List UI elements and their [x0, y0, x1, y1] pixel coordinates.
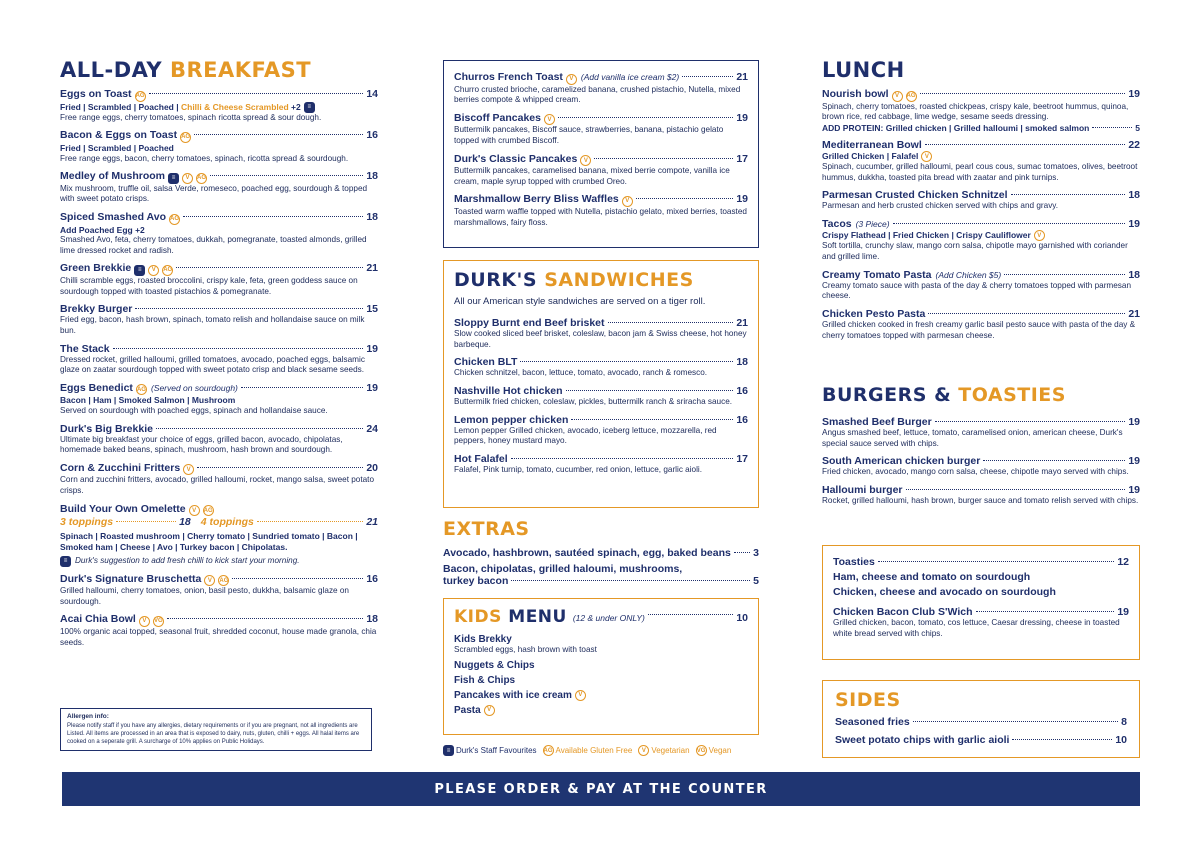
item-price: 16	[366, 129, 378, 142]
add-protein-row	[822, 123, 1140, 133]
legend-item	[443, 745, 537, 756]
gluten-free-icon: AG	[136, 384, 147, 395]
kids-items	[454, 634, 748, 716]
leader-dots	[928, 313, 1125, 314]
vegetarian-icon: V	[189, 505, 200, 516]
gluten-free-icon: AG	[135, 91, 146, 102]
item-name: Chicken BLT	[454, 356, 518, 369]
menu-item	[822, 269, 1140, 302]
vegetarian-icon: V	[544, 114, 555, 125]
breakfast-heading	[60, 60, 311, 81]
item-name: Nourish bowl	[822, 88, 889, 100]
item-name: Smashed Beef Burger	[822, 416, 932, 428]
extras-section	[443, 520, 759, 587]
toastie-option: Chicken, cheese and avocado on sourdough	[833, 586, 1056, 598]
vegetarian-icon: V	[182, 173, 193, 184]
kids-menu-box	[443, 598, 759, 735]
leader-dots	[1092, 127, 1132, 128]
heading-part: DURK'S	[454, 269, 538, 291]
item-price: 19	[1128, 416, 1140, 428]
item-price: 21	[366, 516, 378, 529]
item-description: Creamy tomato sauce with pasta of the day & cherry tomatoes topped with parmesan cheese.	[822, 280, 1132, 301]
gluten-free-icon: AG	[169, 214, 180, 225]
vegetarian-icon: V	[575, 690, 586, 701]
item-name: Nashville Hot chicken	[454, 384, 563, 397]
kids-item: Nuggets & Chips	[454, 659, 535, 671]
menu-item	[822, 455, 1140, 478]
gluten-free-icon: AG	[543, 745, 554, 756]
leader-dots	[571, 419, 733, 420]
menu-item	[454, 453, 748, 476]
item-price: 16	[736, 384, 748, 397]
heading-part: KIDS	[454, 607, 502, 627]
sides-heading	[835, 691, 1127, 710]
leader-dots	[210, 175, 363, 176]
toasties-box	[822, 545, 1140, 660]
item-description: Fried egg, bacon, hash brown, spinach, tomato relish and hollandaise sauce on milk bun.	[60, 315, 365, 335]
vegetarian-icon: V	[1034, 230, 1045, 241]
item-options: Bacon | Ham | Smoked Salmon | Mushroom	[60, 395, 236, 406]
item-description: Ultimate big breakfast your choice of eggs, grilled bacon, avocado, chipolatas, homemade baked beans, spinach, mushroom, hash brown and sourdough.	[60, 434, 343, 455]
item-price: 19	[736, 111, 748, 124]
item-price: 21	[736, 317, 748, 329]
toastie-option: Ham, cheese and tomato on sourdough	[833, 571, 1031, 583]
item-description: Free range eggs, bacon, cherry tomatoes, spinach, ricotta spread & sourdough.	[60, 153, 349, 163]
burgers-heading	[822, 386, 1066, 405]
heading-part: BURGERS	[822, 384, 927, 406]
menu-item	[60, 423, 378, 456]
leader-dots	[983, 460, 1125, 461]
item-price: 19	[1128, 218, 1140, 231]
item-price: 15	[366, 303, 378, 316]
leader-dots	[594, 158, 733, 159]
legend-label: Vegetarian	[651, 746, 690, 755]
leader-dots	[149, 93, 364, 94]
item-description: Grilled chicken, bacon, tomato, cos lettuce, Caesar dressing, cheese in toasted white bread served with chips.	[833, 618, 1120, 638]
menu-item	[833, 556, 1129, 568]
item-description: Buttermilk pancakes, Biscoff sauce, strawberries, banana, pistachio gelato topped with crumbed Biscoff.	[454, 125, 724, 145]
item-description: Toasted warm waffle topped with Nutella, pistachio gelato, mixed berries, toasted marshmallows, fairy floss.	[454, 206, 747, 227]
item-description: Free range eggs, cherry tomatoes, spinach ricotta spread & sour dough.	[60, 112, 322, 122]
heading-part: MENU	[508, 607, 567, 627]
allergen-text: Please notify staff if you have any allergies, dietary requirements or if you are pregnant, not all ingredients are Listed. All items are processed in an area that is exposed to dairy, nuts, gluten, chilli + eggs. All halal items are cooked on a seperate grill. A surcharge of 10% applies on Public Holidays.	[67, 722, 360, 745]
heading-part: &	[934, 384, 952, 406]
omelette-pricing	[60, 516, 378, 528]
item-name: Brekky Burger	[60, 303, 133, 316]
item-price: 19	[1117, 606, 1129, 618]
item-name: Parmesan Crusted Chicken Schnitzel	[822, 189, 1008, 202]
item-price: 18	[179, 516, 191, 529]
item-note: (Served on sourdough)	[150, 382, 238, 393]
item-name: Medley of Mushroom	[60, 170, 166, 183]
item-name: Chicken Bacon Club S'Wich	[833, 606, 973, 618]
sides-box	[822, 680, 1140, 758]
menu-item	[60, 462, 378, 497]
item-price: 8	[1121, 716, 1127, 728]
item-options	[822, 151, 1140, 162]
item-name: Mediterranean Bowl	[822, 138, 922, 151]
vegetarian-icon: V	[566, 74, 577, 85]
option-text: Grilled Chicken | Falafel	[822, 150, 919, 161]
item-note: (Add Chicken $5)	[935, 269, 1002, 280]
item-name: Durk's Signature Bruschetta	[60, 572, 202, 585]
item-options	[822, 230, 1140, 241]
item-name: Chicken Pesto Pasta	[822, 307, 926, 320]
item-price: 18	[1128, 268, 1140, 281]
kids-item: Kids Brekky	[454, 634, 512, 645]
item-price: 19	[366, 381, 378, 394]
item-price: 17	[736, 452, 748, 465]
item-description: 100% organic acai topped, seasonal fruit, shredded coconut, house made granola, chia seeds.	[60, 626, 377, 647]
gluten-free-icon: AG	[162, 265, 173, 276]
item-price: 18	[366, 613, 378, 626]
heading-part: EXTRAS	[443, 518, 530, 540]
item-description: Buttermilk pancakes, caramelised banana, mixed berrie compote, vanilla ice cream, maple syrup topped with crumbed Oreo.	[454, 166, 730, 186]
item-name: Avocado, hashbrown, sautéed spinach, egg, baked beans	[443, 547, 731, 559]
item-price: 21	[736, 71, 748, 83]
item-price: 5	[1135, 122, 1140, 133]
item-price: 12	[1117, 556, 1129, 568]
leader-dots	[976, 611, 1115, 612]
heading-part: LUNCH	[822, 58, 905, 82]
item-name: Hot Falafel	[454, 452, 508, 465]
vegetarian-icon: V	[580, 155, 591, 166]
leader-dots	[232, 578, 363, 579]
vegetarian-icon: V	[638, 745, 649, 756]
leader-dots	[113, 348, 364, 349]
item-note: (3 Piece)	[855, 219, 890, 230]
item-price: 5	[753, 575, 759, 587]
item-price: 20	[366, 461, 378, 474]
item-name: The Stack	[60, 342, 110, 355]
topping-option: 3 toppings	[60, 516, 114, 529]
item-price: 21	[1128, 307, 1140, 320]
menu-item	[833, 606, 1129, 639]
item-name: Toasties	[833, 556, 875, 568]
legend-item	[638, 745, 689, 756]
leader-dots	[197, 467, 363, 468]
leader-dots	[893, 223, 1126, 224]
item-description: Chilli scramble eggs, roasted broccolini, crispy kale, feta, green goddess sauce on sourdough topped with toasted pistachios & pomegranate.	[60, 275, 358, 296]
heading-part: SIDES	[835, 689, 901, 711]
vegan-icon: VG	[696, 745, 707, 756]
item-name: Eggs Benedict	[60, 381, 133, 394]
menu-item	[60, 262, 378, 297]
leader-dots	[511, 458, 734, 459]
leader-dots	[1011, 194, 1126, 195]
sandwiches-box	[443, 260, 759, 508]
leader-dots	[156, 428, 363, 429]
sandwich-items	[454, 317, 748, 476]
topping-option: 4 toppings	[200, 516, 254, 529]
menu-item	[454, 153, 748, 188]
option-text: Fried | Scrambled | Poached |	[60, 101, 181, 112]
menu-item	[822, 218, 1140, 263]
item-description: Buttermilk fried chicken, coleslaw, pickles, buttermilk ranch & sriracha sauce.	[454, 396, 733, 406]
side-item	[835, 734, 1127, 746]
menu-item	[822, 189, 1140, 212]
item-price: 18	[366, 211, 378, 223]
leader-dots	[135, 308, 363, 309]
item-description: Scrambled eggs, hash brown with toast	[454, 645, 597, 654]
extras-heading	[443, 520, 759, 539]
item-note: (Add vanilla ice cream $2)	[580, 72, 680, 82]
item-price: 14	[366, 88, 378, 100]
menu-item	[822, 88, 1140, 133]
leader-dots	[511, 580, 750, 581]
item-name: Build Your Own Omelette	[60, 502, 186, 515]
item-options: Fried | Scrambled | Poached	[60, 142, 174, 153]
item-price: 18	[1128, 189, 1140, 202]
menu-item	[60, 129, 378, 164]
item-name: Marshmallow Berry Bliss Waffles	[454, 193, 619, 206]
item-price: 19	[1128, 455, 1140, 468]
item-price: 18	[366, 170, 378, 183]
item-description: Smashed Avo, feta, cherry tomatoes, dukkah, pomegranate, toasted almonds, grilled lime dressed rocket and radish.	[60, 235, 367, 255]
item-name: Tacos	[822, 218, 852, 231]
item-name: Durk's Big Brekkie	[60, 422, 153, 435]
leader-dots	[194, 134, 363, 135]
item-price: 19	[736, 193, 748, 206]
item-description: Churro crusted brioche, caramelized banana, crushed pistachio, Nutella, mixed berries compote & whipped cream.	[454, 84, 741, 105]
item-description: Spinach, cucumber, grilled halloumi, pearl cous cous, sumac tomatoes, olives, beetroot hummus, dukkha, toasted pita bread with zaatar and pink turnips.	[822, 162, 1138, 182]
legend-item	[696, 745, 732, 756]
item-price: 16	[366, 572, 378, 585]
menu-item	[60, 382, 378, 417]
item-name: Creamy Tomato Pasta	[822, 268, 932, 281]
menu-item	[822, 308, 1140, 341]
menu-item	[60, 88, 378, 123]
leader-dots	[566, 390, 734, 391]
menu-item	[454, 356, 748, 379]
leader-dots	[167, 618, 363, 619]
leader-dots	[1012, 739, 1112, 740]
allergen-title: Allergen info:	[67, 713, 109, 720]
item-name: turkey bacon	[443, 575, 509, 587]
heading-part: SANDWICHES	[544, 269, 694, 291]
menu-item	[454, 317, 748, 350]
item-options	[60, 102, 378, 113]
leader-dots	[183, 216, 363, 217]
vegetarian-icon: V	[148, 265, 159, 276]
staff-favourite-icon: ≡	[134, 265, 145, 276]
menu-item	[822, 139, 1140, 184]
sweets-box	[443, 60, 759, 248]
item-description: Corn and zucchini fritters, avocado, grilled halloumi, rocket, mango salsa, sweet potato crisps.	[60, 475, 375, 496]
menu-item	[454, 385, 748, 408]
extra-item	[443, 563, 759, 587]
sandwiches-heading	[454, 271, 748, 290]
side-item	[835, 716, 1127, 728]
item-price: 22	[1128, 138, 1140, 151]
banner-text: PLEASE ORDER & PAY AT THE COUNTER	[434, 781, 768, 797]
leader-dots	[878, 561, 1114, 562]
item-price: 10	[1115, 734, 1127, 746]
kids-item: Fish & Chips	[454, 674, 516, 686]
order-banner	[62, 772, 1140, 806]
item-description: Grilled chicken cooked in fresh creamy garlic basil pesto sauce with pasta of the day & cherry tomatoes topped with parmesan cheese.	[822, 319, 1136, 340]
vegetarian-icon: V	[139, 616, 150, 627]
sandwiches-intro: All our American style sandwiches are served on a tiger roll.	[454, 296, 706, 307]
chef-tip	[60, 556, 378, 567]
leader-dots	[913, 721, 1118, 722]
kids-heading	[454, 609, 567, 626]
leader-dots	[935, 421, 1126, 422]
item-description: Fried chicken, avocado, mango corn salsa, cheese, chipotle mayo served with chips.	[822, 467, 1129, 477]
leader-dots	[636, 198, 734, 199]
menu-item	[60, 503, 378, 567]
menu-item	[60, 343, 378, 376]
gluten-free-icon: AG	[218, 575, 229, 586]
heading-part: BREAKFAST	[169, 58, 312, 82]
menu-item	[454, 71, 748, 106]
leader-dots	[920, 93, 1126, 94]
allergen-info-box	[60, 708, 372, 751]
leader-dots	[1004, 274, 1125, 275]
gluten-free-icon: AG	[906, 91, 917, 102]
item-name: Pasta	[454, 704, 481, 716]
item-name: Bacon, chipolatas, grilled haloumi, mushrooms,	[443, 563, 683, 575]
vegetarian-icon: V	[204, 575, 215, 586]
staff-favourite-icon: ≡	[443, 745, 454, 756]
item-options: Spinach | Roasted mushroom | Cherry tomato | Sundried tomato | Bacon | Smoked ham | Cheese | Avo | Turkey bacon | Chipolatas.	[60, 531, 358, 552]
item-description: Slow cooked sliced beef brisket, coleslaw, bacon jam & Swiss cheese, hot honey barbeque.	[454, 329, 747, 349]
menu-item	[454, 193, 748, 228]
item-description: Lemon pepper Grilled chicken, avocado, iceberg lettuce, mozzarella, red peppers, honey mustard mayo.	[454, 425, 717, 446]
item-name: Halloumi burger	[822, 483, 903, 496]
vegetarian-icon: V	[892, 91, 903, 102]
tip-text: Durk's suggestion to add fresh chilli to kick start your morning.	[75, 555, 300, 565]
staff-favourite-icon: ≡	[304, 102, 315, 113]
item-description: Parmesan and herb crusted chicken served with chips and gravy.	[822, 201, 1059, 211]
item-name: Seasoned fries	[835, 716, 910, 728]
lunch-items	[822, 88, 1140, 344]
vegan-icon: VG	[153, 616, 164, 627]
item-name: Spiced Smashed Avo	[60, 211, 167, 223]
heading-part: TOASTIES	[958, 384, 1066, 406]
item-price: 19	[1128, 88, 1140, 100]
item-name: Lemon pepper chicken	[454, 413, 569, 426]
dietary-legend	[443, 745, 763, 756]
item-name: Pancakes with ice cream	[454, 689, 572, 701]
item-description: Dressed rocket, grilled halloumi, grilled tomatoes, avocado, poached eggs, balsamic glaze on zaatar sourdough topped with sweet potato crisp and black sesame seeds.	[60, 354, 365, 375]
item-description: Spinach, cherry tomatoes, roasted chickpeas, crispy kale, beetroot hummus, quinoa, brown rice, red cabbage, lime wedge, sesame seeds dressing.	[822, 101, 1129, 122]
vegetarian-icon: V	[484, 705, 495, 716]
vegetarian-icon: V	[622, 196, 633, 207]
vegetarian-icon: V	[183, 464, 194, 475]
legend-label: Available Gluten Free	[555, 746, 633, 755]
lunch-heading	[822, 60, 905, 81]
item-options: ADD PROTEIN: Grilled chicken | Grilled halloumi | smoked salmon	[822, 122, 1090, 133]
item-name: Acai Chia Bowl	[60, 613, 136, 626]
item-price: 17	[736, 152, 748, 165]
option-highlight: Chilli & Cheese Scrambled	[180, 101, 289, 112]
heading-part: ALL-DAY	[60, 58, 163, 82]
item-name: Biscoff Pancakes	[454, 111, 541, 124]
item-price: 18	[736, 356, 748, 369]
item-name: Sweet potato chips with garlic aioli	[835, 734, 1010, 746]
kids-heading-row	[454, 609, 748, 626]
menu-item	[60, 573, 378, 608]
leader-dots	[734, 552, 750, 553]
item-description: Chicken schnitzel, bacon, lettuce, tomato, avocado, ranch & romesco.	[454, 368, 708, 378]
leader-dots	[241, 387, 363, 388]
staff-favourite-icon: ≡	[60, 556, 71, 567]
item-price: 19	[1128, 483, 1140, 496]
item-description: Rocket, grilled halloumi, hash brown, burger sauce and tomato relish served with chips.	[822, 495, 1139, 505]
item-name: Eggs on Toast	[60, 88, 132, 100]
item-description: Served on sourdough with poached eggs, spinach and hollandaise sauce.	[60, 406, 328, 415]
kids-note: (12 & under ONLY)	[572, 612, 645, 623]
vegetarian-icon: V	[921, 151, 932, 162]
item-price: 16	[736, 413, 748, 426]
legend-label: Vegan	[708, 746, 732, 755]
staff-favourite-icon: ≡	[168, 173, 179, 184]
leader-dots	[906, 489, 1126, 490]
leader-dots	[682, 76, 733, 77]
item-description: Mix mushroom, truffle oil, salsa Verde, romeseco, poached egg, sourdough & topped with sweet potato crisps.	[60, 183, 368, 204]
item-price: 24	[366, 422, 378, 435]
extra-item	[443, 547, 759, 559]
item-description: Falafel, Pink turnip, tomato, cucumber, red onion, lettuce, garlic aioli.	[454, 464, 703, 474]
leader-dots	[520, 361, 733, 362]
item-price: 21	[366, 262, 378, 275]
leader-dots	[116, 521, 176, 522]
leader-dots	[925, 144, 1126, 145]
menu-item	[60, 613, 378, 648]
legend-label: Durk's Staff Favourites	[456, 746, 537, 755]
item-price: 10	[736, 611, 748, 624]
burger-items	[822, 416, 1140, 510]
menu-item	[60, 170, 378, 205]
item-name: Bacon & Eggs on Toast	[60, 129, 178, 142]
legend-item	[543, 745, 633, 756]
item-name: Sloppy Burnt end Beef brisket	[454, 317, 605, 329]
menu-item	[454, 414, 748, 447]
item-name: Green Brekkie	[60, 262, 132, 275]
leader-dots	[608, 322, 734, 323]
item-price: 19	[366, 342, 378, 355]
gluten-free-icon: AG	[196, 173, 207, 184]
item-description: Grilled halloumi, cherry tomatoes, onion, basil pesto, dukkha, balsamic glaze on sourdough.	[60, 586, 349, 606]
menu-item	[454, 112, 748, 147]
kids-item	[454, 690, 748, 701]
gluten-free-icon: AG	[203, 505, 214, 516]
leader-dots	[257, 521, 363, 522]
kids-item	[454, 705, 748, 716]
option-text: +2	[288, 101, 301, 112]
item-name: South American chicken burger	[822, 455, 981, 468]
leader-dots	[648, 614, 733, 615]
item-name: Churros French Toast	[454, 71, 563, 83]
gluten-free-icon: AG	[180, 132, 191, 143]
leader-dots	[176, 267, 363, 268]
item-description: Soft tortilla, crunchy slaw, mango corn salsa, chipotle mayo garnished with coriander and grilled lime.	[822, 241, 1128, 261]
option-text: Crispy Flathead | Fried Chicken | Crispy Cauliflower	[822, 230, 1031, 241]
menu-item	[822, 416, 1140, 449]
item-description: Angus smashed beef, lettuce, tomato, caramelised onion, american cheese, Durk's special sauce served with chips.	[822, 428, 1123, 448]
item-price: 3	[753, 547, 759, 559]
breakfast-items	[60, 88, 378, 651]
menu-item	[60, 303, 378, 336]
menu-item	[60, 211, 378, 256]
menu-item	[822, 484, 1140, 507]
item-name: Corn & Zucchini Fritters	[60, 461, 181, 474]
item-name: Durk's Classic Pancakes	[454, 152, 578, 165]
leader-dots	[558, 117, 733, 118]
item-options: Add Poached Egg +2	[60, 224, 145, 235]
